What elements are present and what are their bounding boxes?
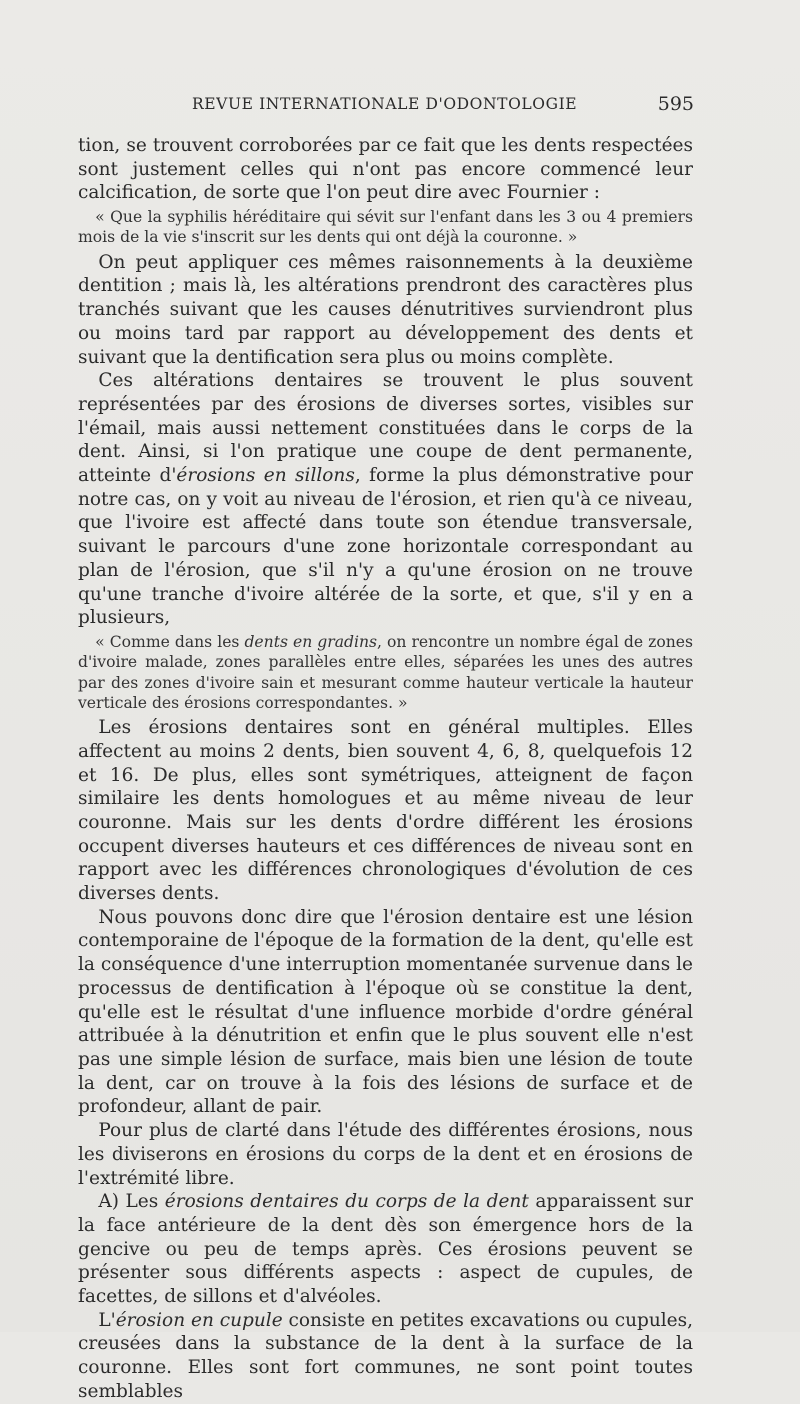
quotation-fournier: « Que la syphilis héréditaire qui sévit sur l'enfant dans les 3 ou 4 premiers mois de la vie s'inscrit sur les dents qui ont déjà la couronne. » <box>78 208 693 247</box>
paragraph-4: Les érosions dentaires sont en général multiples. Elles affectent au moins 2 dents, bien souvent 4, 6, 8, quelquefois 12 et 16. De plus, elles sont symétriques, atteignent de façon similaire les dents homologues et au même niveau de leur couronne. Mais sur les dents d'ordre différent les érosions occupent diverses hauteurs et ces différences de niveau sont en rapport avec les différences chronologiques d'évolution de ces diverses dents. <box>78 717 693 905</box>
paragraph-2: On peut appliquer ces mêmes raisonnements à la deuxième dentition ; mais là, les altérations prendront des caractères plus tranchés suivant que les causes dénutritives surviendront plus ou moins tard par rapport au développement des dents et suivant que la dentification sera plus ou moins complète. <box>78 251 693 368</box>
paragraph-7 <box>78 1190 693 1309</box>
paragraph-6: Pour plus de clarté dans l'étude des différentes érosions, nous les diviserons en érosions du corps de la dent et en érosions de l'extrémité libre. <box>78 1120 693 1189</box>
quotation-gradins-text-a: « Comme dans les <box>95 632 245 651</box>
paragraph-3-italic: érosions en sillons <box>176 465 355 487</box>
quotation-gradins-text-c: , on rencontre un nombre égal de zones d'ivoire malade, zones parallèles entre elles, séparées les unes des autres par des zones d'ivoire sain et mesurant comme hauteur verticale la hauteur verticale des érosions correspondantes. » <box>78 632 693 712</box>
paragraph-8 <box>78 1309 693 1404</box>
running-head: REVUE INTERNATIONALE D'ODONTOLOGIE <box>192 95 578 113</box>
paragraph-3-text-a: Ces altérations dentaires se trouvent le plus souvent représentées par des érosions de diverses sortes, visibles sur l'émail, mais aussi nettement constituées dans le corps de la dent. Ainsi, si l'on pratique une coupe de dent permanente, atteinte d' <box>78 370 693 487</box>
paragraph-5: Nous pouvons donc dire que l'érosion dentaire est une lésion contemporaine de l'époque de la formation de la dent, qu'elle est la conséquence d'une interruption momentanée survenue dans le processus de dentification à l'époque où se constitue la dent, qu'elle est le résultat d'une influence morbide d'ordre général attribuée à la dénutrition et enfin que le plus souvent elle n'est pas une simple lésion de surface, mais bien une lésion de toute la dent, car on trouve à la fois des lésions de surface et de profondeur, allant de pair. <box>78 906 693 1118</box>
quotation-gradins-italic: dents en gradins <box>244 632 378 651</box>
paragraph-8-italic: érosion en cupule <box>115 1309 283 1331</box>
paragraph-1: tion, se trouvent corroborées par ce fait que les dents respectées sont justement celles qui n'ont pas encore commencé leur calcification, de sorte que l'on peut dire avec Fournier : <box>78 135 693 204</box>
paragraph-7-text-a: A) Les <box>98 1191 165 1213</box>
paragraph-8-text-a: L' <box>98 1309 116 1331</box>
paragraph-8-text-c: consiste en petites excavations ou cupules, creusées dans la substance de la dent à la surface de la couronne. Elles sont fort communes, ne sont point toutes semblables <box>78 1309 693 1402</box>
paragraph-3-text-c: , forme la plus démonstrative pour notre cas, on y voit au niveau de l'érosion, et rien qu'à ce niveau, que l'ivoire est affecté dans toute son étendue transversale, suivant le parcours d'une zone horizontale correspondant au plan de l'érosion, que s'il n'y a qu'une érosion on ne trouve qu'une tranche d'ivoire altérée de la sorte, et que, s'il y en a plusieurs, <box>78 465 693 629</box>
paragraph-7-text-c: apparaissent sur la face antérieure de la dent dès son émergence hors de la gencive ou peu de temps après. Ces érosions peuvent se présenter sous différents aspects : aspect de cupules, de facettes, de sillons et d'alvéoles. <box>78 1191 693 1308</box>
quotation-gradins <box>78 632 693 713</box>
body-text <box>78 134 693 1404</box>
paragraph-7-italic: érosions dentaires du corps de la dent <box>164 1191 529 1213</box>
paragraph-3 <box>78 369 693 630</box>
page-number: 595 <box>657 93 694 115</box>
page-header <box>192 95 694 123</box>
